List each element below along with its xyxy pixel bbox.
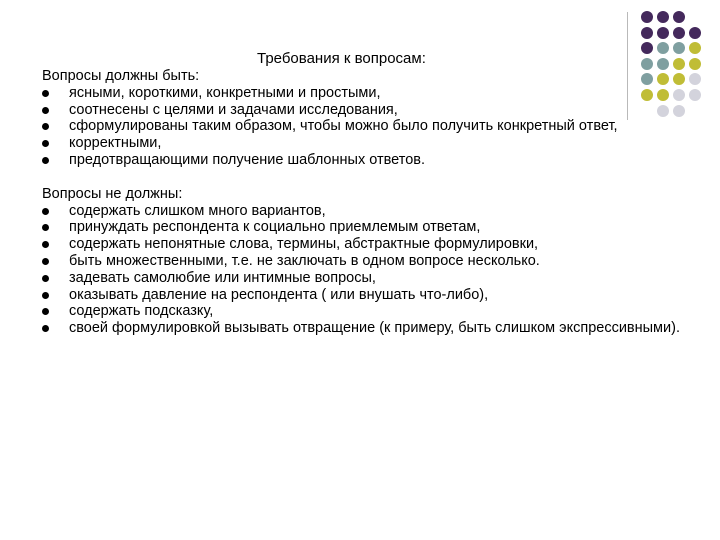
bullet-icon — [42, 325, 49, 332]
list-item-text: содержать слишком много вариантов, — [69, 202, 326, 219]
list-item-text: оказывать давление на респондента ( или внушать что-либо), — [69, 286, 489, 303]
bullet-icon — [42, 308, 49, 315]
must-be-heading: Вопросы должны быть: — [42, 68, 200, 84]
list-item — [42, 219, 682, 236]
list-item — [42, 118, 682, 135]
must-be-list — [42, 85, 682, 169]
list-item-text: соотнесены с целями и задачами исследования, — [69, 101, 398, 118]
decorative-dot — [673, 27, 685, 39]
bullet-icon — [42, 241, 49, 248]
decorative-dot — [689, 105, 701, 117]
list-item-text: корректными, — [69, 135, 162, 152]
decorative-dot — [689, 58, 701, 70]
slide-title: Требования к вопросам: — [257, 50, 426, 67]
decorative-dot — [689, 11, 701, 23]
decorative-dot — [641, 11, 653, 23]
list-item — [42, 203, 682, 220]
decorative-dot — [689, 89, 701, 101]
list-item — [42, 152, 682, 169]
decorative-dot — [689, 27, 701, 39]
must-not-list — [42, 203, 682, 337]
list-item — [42, 303, 682, 320]
list-item — [42, 135, 682, 152]
list-item-text: сформулированы таким образом, чтобы можно было получить конкретный ответ, — [69, 118, 618, 135]
list-item-text: содержать подсказку, — [69, 303, 214, 320]
list-item-text: принуждать респондента к социально приемлемым ответам, — [69, 219, 481, 236]
list-item-text: ясными, короткими, конкретными и простыми, — [69, 84, 381, 101]
list-item — [42, 287, 682, 304]
decorative-dot — [689, 73, 701, 85]
bullet-icon — [42, 123, 49, 130]
bullet-icon — [42, 90, 49, 97]
bullet-icon — [42, 275, 49, 282]
list-item — [42, 320, 682, 337]
list-item-text: задевать самолюбие или интимные вопросы, — [69, 269, 376, 286]
list-item — [42, 102, 682, 119]
decorative-dot — [641, 42, 653, 54]
bullet-icon — [42, 208, 49, 215]
decorative-dot — [657, 27, 669, 39]
decorative-dot — [673, 11, 685, 23]
decorative-dot — [657, 42, 669, 54]
must-not-heading: Вопросы не должны: — [42, 185, 183, 202]
slide-content — [42, 68, 682, 337]
bullet-icon — [42, 292, 49, 299]
bullet-icon — [42, 157, 49, 164]
bullet-icon — [42, 224, 49, 231]
decorative-dot — [689, 42, 701, 54]
decorative-dot — [673, 42, 685, 54]
bullet-icon — [42, 107, 49, 114]
list-item-text: своей формулировкой вызывать отвращение (к примеру, быть слишком экспрессивными). — [69, 320, 680, 337]
decorative-dot — [657, 11, 669, 23]
list-item-text: предотвращающими получение шаблонных ответов. — [69, 151, 426, 168]
bullet-icon — [42, 140, 49, 147]
decorative-dot — [641, 27, 653, 39]
list-item-text: быть множественными, т.е. не заключать в одном вопросе несколько. — [69, 252, 540, 269]
bullet-icon — [42, 258, 49, 265]
list-item — [42, 270, 682, 287]
list-item — [42, 236, 682, 253]
list-item — [42, 85, 682, 102]
list-item-text: содержать непонятные слова, термины, абстрактные формулировки, — [69, 236, 539, 253]
list-item — [42, 253, 682, 270]
